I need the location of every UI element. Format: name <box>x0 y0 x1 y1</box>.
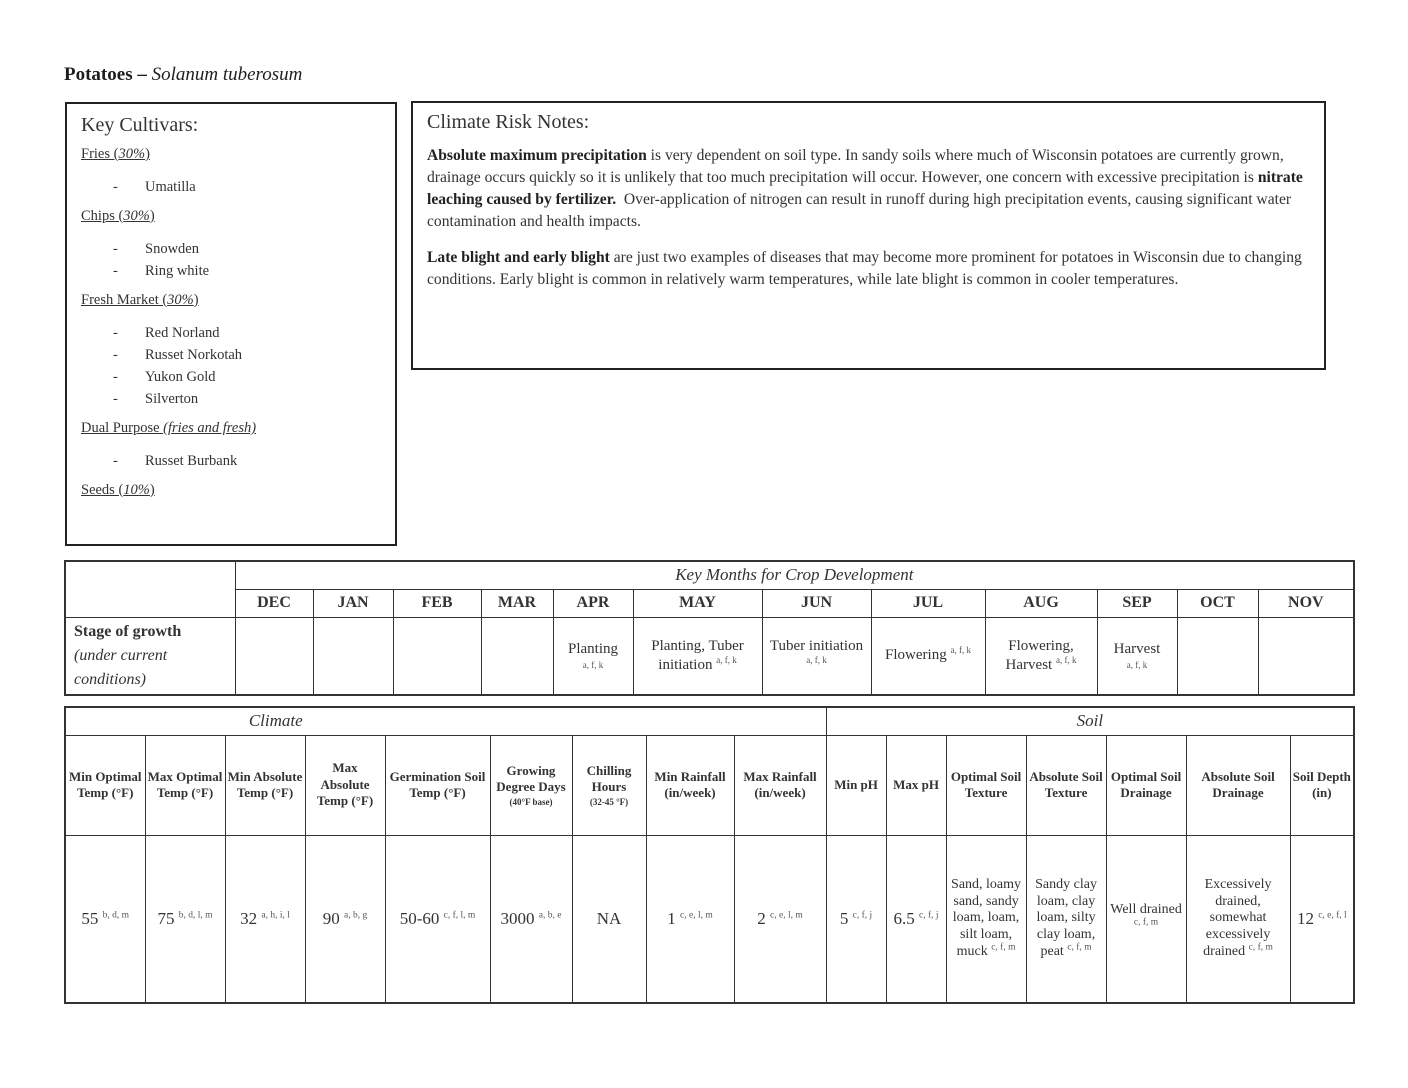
cell-reference: c, f, m <box>1067 941 1092 952</box>
note-text: is very dependent on soil type. In sandy soils where much of Wisconsin potatoes are currently grown, drainage occurs quickly so it is unlikely that too much precipitation will occur. However, one concern with excessive precipitation is <box>427 147 1284 186</box>
column-header <box>572 735 646 835</box>
soil-group-header: Soil <box>826 707 1354 735</box>
cultivar-categories <box>81 146 395 499</box>
column-header-label: Max pH <box>893 776 939 792</box>
category-close: ) <box>145 146 150 162</box>
cultivar-item <box>81 366 395 388</box>
stage-label-bold: Stage of growth <box>74 622 182 640</box>
stage-row <box>65 617 1354 695</box>
category-close: ) <box>193 292 199 308</box>
cell-reference: c, f, j <box>919 910 939 921</box>
category-share: 10% <box>123 482 150 498</box>
crop-scientific-name: Solanum tuberosum <box>151 64 303 85</box>
column-header-label: Absolute Soil Drainage <box>1201 768 1275 800</box>
cell-value: Sandy clay loam, clay loam, silty clay loam, peat <box>1035 877 1097 959</box>
stage-text: Planting <box>567 641 618 657</box>
note-bold: nitrate leaching caused by fertilizer. <box>427 169 1303 208</box>
cell-value: 5 <box>839 908 849 928</box>
cultivar-item <box>81 322 395 344</box>
stage-cell-dec <box>235 617 313 695</box>
climate-soil-header-row <box>65 735 1354 835</box>
column-header <box>1290 735 1354 835</box>
cell-value: 12 <box>1296 908 1314 928</box>
cell-value: 55 <box>81 908 99 928</box>
value-cell <box>305 835 385 1003</box>
cell-reference: c, f, l, m <box>443 910 476 921</box>
cultivar-item <box>81 388 395 410</box>
cultivar-item <box>81 260 395 282</box>
value-cell <box>734 835 826 1003</box>
bullet-dash: - <box>113 325 118 341</box>
cell-value: Sand, loamy sand, sandy loam, loam, silt loam, muck <box>951 877 1022 959</box>
column-header <box>305 735 385 835</box>
category-name: Dual Purpose <box>81 420 164 436</box>
month-header-may: MAY <box>633 589 762 617</box>
value-cell <box>65 835 145 1003</box>
note-paragraph-precipitation <box>427 145 1310 233</box>
month-header-row <box>65 589 1354 617</box>
key-cultivars-box <box>65 102 397 546</box>
month-header-oct: OCT <box>1177 589 1258 617</box>
cell-reference: b, d, m <box>102 910 130 921</box>
cell-value: 75 <box>157 908 175 928</box>
stage-cell-jan <box>313 617 393 695</box>
cell-reference: c, f, j <box>852 910 873 921</box>
cultivar-category <box>81 146 395 163</box>
month-header-aug: AUG <box>985 589 1097 617</box>
stage-reference: a, f, k <box>950 645 971 655</box>
cultivar-category <box>81 420 395 437</box>
stage-cell-mar <box>481 617 553 695</box>
category-name: Seeds ( <box>81 482 124 498</box>
stage-cell-sep <box>1097 617 1177 695</box>
note-text: are just two examples of diseases that may become more prominent for potatoes in Wisconsin due to changing conditions. Early blight is common in relatively warm temperatures, while late blight is common in cooler temperatures. <box>427 249 1302 288</box>
category-close: ) <box>149 208 155 224</box>
category-name: Fries ( <box>81 146 119 162</box>
cultivar-name: Russet Norkotah <box>145 347 243 363</box>
column-header <box>65 735 145 835</box>
page-title <box>64 64 302 86</box>
value-cell <box>946 835 1026 1003</box>
climate-risk-notes-heading: Climate Risk Notes: <box>427 111 590 133</box>
stage-cell-may <box>633 617 762 695</box>
value-cell <box>225 835 305 1003</box>
column-header-label: Min Optimal Temp (°F) <box>68 768 142 800</box>
cultivar-name: Ring white <box>145 263 210 279</box>
cell-value: 6.5 <box>893 908 915 928</box>
category-name: Chips ( <box>81 208 124 224</box>
column-header-label: Optimal Soil Drainage <box>1110 768 1182 800</box>
cell-value: 3000 <box>500 908 535 928</box>
value-cell <box>1186 835 1290 1003</box>
note-text: Over-application of nitrogen can result in runoff during high precipitation events, causing significant water contamination and health impacts. <box>427 191 1295 230</box>
column-header-label: Max Rainfall (in/week) <box>743 768 817 800</box>
stage-text: Harvest <box>1113 641 1161 657</box>
stage-reference: a, f, k <box>1126 660 1148 670</box>
column-header <box>886 735 946 835</box>
cell-reference: c, f, m <box>991 941 1016 952</box>
cultivar-name: Russet Burbank <box>145 453 238 469</box>
key-cultivars-heading: Key Cultivars: <box>81 114 199 136</box>
column-header <box>1106 735 1186 835</box>
column-header <box>946 735 1026 835</box>
month-header-jun: JUN <box>762 589 871 617</box>
column-header-label: Absolute Soil Texture <box>1029 768 1103 800</box>
climate-risk-notes-box <box>411 101 1326 370</box>
cell-reference: c, f, m <box>1133 917 1159 928</box>
cell-value: 32 <box>240 908 258 928</box>
cell-value: Excessively drained, somewhat excessively drained <box>1203 877 1272 959</box>
cell-value: 50-60 <box>399 908 440 928</box>
stage-text: Tuber initiation <box>769 637 864 654</box>
bullet-dash: - <box>113 347 118 363</box>
cultivar-list <box>81 450 395 472</box>
value-cell <box>490 835 572 1003</box>
cultivar-category <box>81 208 395 225</box>
column-header <box>734 735 826 835</box>
value-cell <box>385 835 490 1003</box>
category-share: (fries and fresh) <box>163 420 257 436</box>
stage-cell-oct <box>1177 617 1258 695</box>
stage-cell-jul <box>871 617 985 695</box>
crop-common-name: Potatoes <box>64 64 133 85</box>
month-header-dec: DEC <box>235 589 313 617</box>
cultivar-category <box>81 482 395 499</box>
note-paragraph-blight <box>427 247 1310 291</box>
category-share: 30% <box>123 208 150 224</box>
cell-reference: c, f, m <box>1248 941 1273 952</box>
climate-soil-table <box>64 706 1355 1004</box>
climate-soil-value-row <box>65 835 1354 1003</box>
column-header <box>1026 735 1106 835</box>
climate-group-header: Climate <box>65 707 826 735</box>
cell-reference: a, b, g <box>344 910 368 921</box>
cultivar-list <box>81 176 395 198</box>
category-name: Fresh Market ( <box>81 292 168 308</box>
cell-value: Well drained <box>1110 902 1182 918</box>
column-header-label: Min Absolute Temp (°F) <box>227 768 303 800</box>
cell-reference: a, b, e <box>538 910 562 921</box>
column-header <box>145 735 225 835</box>
stage-reference: a, f, k <box>716 654 737 665</box>
cell-value: 2 <box>757 908 766 928</box>
cell-reference: c, e, l, m <box>770 910 803 921</box>
key-months-header: Key Months for Crop Development <box>235 561 1354 589</box>
month-header-feb: FEB <box>393 589 481 617</box>
column-header-label: Min Rainfall (in/week) <box>654 768 726 800</box>
stage-cell-apr <box>553 617 633 695</box>
value-cell <box>145 835 225 1003</box>
value-cell <box>1106 835 1186 1003</box>
month-header-nov: NOV <box>1258 589 1354 617</box>
month-header-jul: JUL <box>871 589 985 617</box>
stage-reference: a, f, k <box>1055 654 1077 665</box>
cultivar-list <box>81 238 395 282</box>
cultivar-item <box>81 238 395 260</box>
corner-cell <box>65 561 235 617</box>
stage-text: Flowering <box>885 647 947 663</box>
month-header-sep: SEP <box>1097 589 1177 617</box>
stage-text: Planting, Tuber initiation <box>651 637 744 673</box>
column-header <box>385 735 490 835</box>
bullet-dash: - <box>113 179 118 195</box>
column-header <box>225 735 305 835</box>
column-header-label: Germination Soil Temp (°F) <box>389 768 486 800</box>
category-share: 30% <box>118 146 146 162</box>
cell-reference: a, h, i, l <box>261 910 290 921</box>
column-header-note: (32-45 °F) <box>589 796 629 807</box>
cultivar-item <box>81 176 395 198</box>
stage-text: Flowering, Harvest <box>1005 637 1074 673</box>
month-header-jan: JAN <box>313 589 393 617</box>
cell-value: NA <box>596 908 622 928</box>
column-header <box>490 735 572 835</box>
cultivar-name: Snowden <box>145 241 199 257</box>
cell-reference: b, d, l, m <box>178 910 213 921</box>
value-cell <box>646 835 734 1003</box>
cultivar-name: Silverton <box>145 391 199 407</box>
column-header <box>1186 735 1290 835</box>
cultivar-item <box>81 344 395 366</box>
cultivar-list <box>81 322 395 410</box>
cultivar-name: Red Norland <box>145 325 220 341</box>
stage-cell-jun <box>762 617 871 695</box>
stage-cell-feb <box>393 617 481 695</box>
column-header-label: Soil Depth (in) <box>1292 768 1351 800</box>
category-share: 30% <box>167 292 194 308</box>
bullet-dash: - <box>113 369 118 385</box>
bullet-dash: - <box>113 391 118 407</box>
stage-label-italic: (under current conditions) <box>74 646 168 688</box>
column-header <box>646 735 734 835</box>
column-header-label: Optimal Soil Texture <box>950 768 1022 800</box>
bullet-dash: - <box>113 241 118 257</box>
month-header-apr: APR <box>553 589 633 617</box>
cell-value: 90 <box>322 908 340 928</box>
value-cell <box>826 835 886 1003</box>
cell-value: 1 <box>667 908 676 928</box>
bullet-dash: - <box>113 263 118 279</box>
column-header-label: Max Optimal Temp (°F) <box>147 768 223 800</box>
column-header-label: Chilling Hours <box>586 762 632 794</box>
value-cell <box>1026 835 1106 1003</box>
column-header-label: Min pH <box>834 776 878 792</box>
note-bold: Absolute maximum precipitation <box>427 147 647 164</box>
stage-of-growth-label <box>65 617 235 695</box>
note-bold: Late blight and early blight <box>427 249 610 266</box>
column-header-label: Max Absolute Temp (°F) <box>316 760 374 809</box>
column-header-note: (40°F base) <box>509 796 553 807</box>
value-cell <box>1290 835 1354 1003</box>
column-header <box>826 735 886 835</box>
stage-reference: a, f, k <box>806 654 827 665</box>
cultivar-name: Yukon Gold <box>145 369 216 385</box>
column-header-label: Growing Degree Days <box>496 762 566 794</box>
category-close: ) <box>149 482 155 498</box>
key-months-table <box>64 560 1355 696</box>
value-cell <box>572 835 646 1003</box>
cell-reference: c, e, f, l <box>1318 910 1347 921</box>
stage-cell-aug <box>985 617 1097 695</box>
cultivar-item <box>81 450 395 472</box>
month-header-mar: MAR <box>481 589 553 617</box>
value-cell <box>886 835 946 1003</box>
stage-reference: a, f, k <box>582 660 604 670</box>
stage-cell-nov <box>1258 617 1354 695</box>
cell-reference: c, e, l, m <box>680 910 713 921</box>
bullet-dash: - <box>113 453 118 469</box>
title-separator: – <box>132 64 152 85</box>
cultivar-name: Umatilla <box>145 179 196 195</box>
cultivar-category <box>81 292 395 309</box>
